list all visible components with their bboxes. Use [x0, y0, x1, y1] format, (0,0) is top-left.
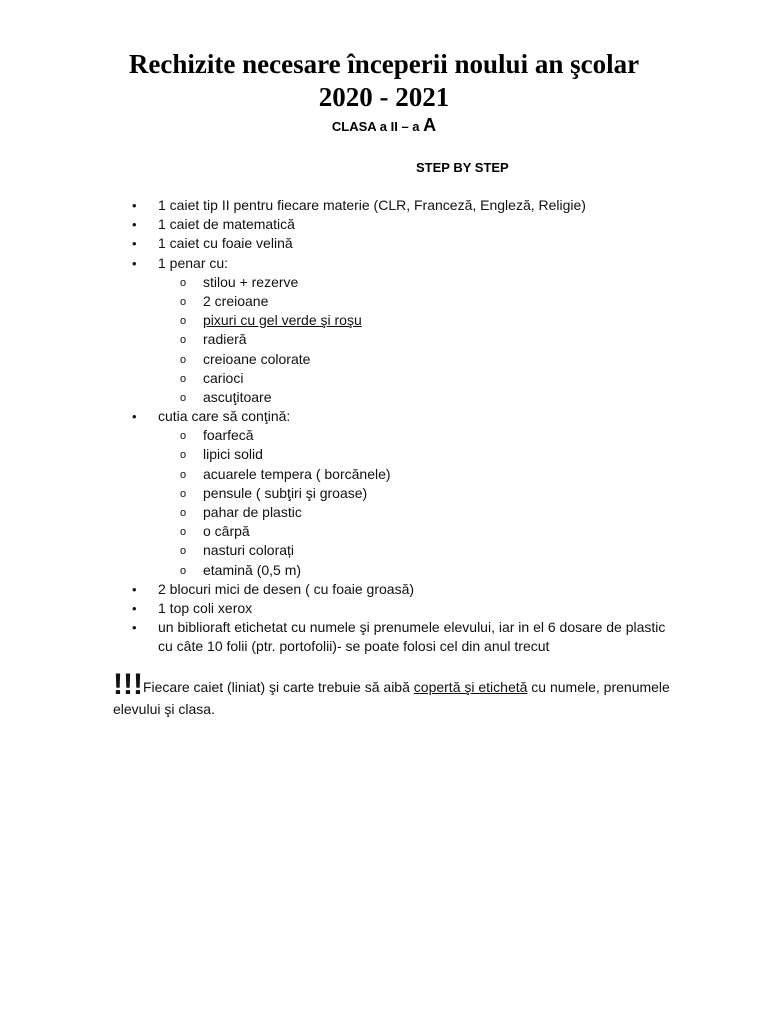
sub-bullet: o	[180, 315, 187, 328]
sub-bullet: o	[180, 526, 187, 539]
supplies-list	[0, 196, 768, 657]
sub-list-item	[0, 445, 768, 464]
list-item	[0, 215, 768, 234]
sub-item-text: radieră	[203, 331, 247, 348]
important-note	[113, 668, 673, 719]
item-text: 1 top coli xerox	[158, 599, 253, 616]
item-text: un biblioraft etichetat cu numele şi prenumele elevului, iar in el 6 dosare de plastic cu câte 10 folii (ptr. portofolii)- se poate folosi cel din anul trecut	[158, 619, 666, 655]
class-label: CLASA a II – a	[331, 119, 424, 134]
sub-item-text: acuarele tempera ( borcănele)	[203, 465, 391, 482]
sub-bullet: o	[180, 372, 187, 385]
note-text-1: Fiecare caiet (liniat) şi carte trebuie să aibă	[142, 679, 414, 695]
class-letter: A	[423, 115, 437, 135]
sub-item-text: o cârpă	[203, 523, 250, 540]
sub-item-text: 2 creioane	[203, 292, 269, 309]
sub-item-text: carioci	[203, 369, 244, 386]
sub-bullet: o	[180, 487, 187, 500]
page-title: Rechizite necesare începerii noului an şcolar	[128, 49, 640, 79]
sub-item-text: pensule ( subţiri şi groase)	[203, 484, 368, 501]
exclamation-marks: !!!	[113, 668, 143, 701]
sub-list-item	[0, 541, 768, 560]
sub-bullet: o	[180, 334, 187, 347]
sub-bullet: o	[180, 564, 187, 577]
sub-bullet: o	[180, 276, 187, 289]
sub-item-text: nasturi colorați	[203, 542, 295, 559]
sub-item-text: foarfecă	[203, 427, 254, 444]
bullet: •	[132, 409, 137, 425]
sub-list-item	[0, 330, 768, 349]
list-item	[0, 580, 768, 599]
sub-list-item	[0, 292, 768, 311]
sub-bullet: o	[180, 468, 187, 481]
note-text-underlined: copertă şi etichetă	[413, 679, 528, 695]
item-text: cutia care să conţină:	[158, 408, 291, 425]
bullet: •	[132, 620, 137, 636]
sub-item-text: pahar de plastic	[203, 504, 302, 520]
note-text-2: cu numele, prenumele elevului şi clasa.	[113, 679, 670, 717]
sub-item-text: stilou + rezerve	[203, 273, 299, 290]
sub-bullet: o	[180, 449, 187, 462]
sub-bullet: o	[180, 391, 187, 404]
bullet: •	[132, 600, 137, 616]
sub-item-text-underlined: pixuri cu gel verde şi roşu	[203, 312, 362, 329]
sub-bullet: o	[180, 430, 187, 443]
sub-item-text: ascuţitoare	[203, 388, 272, 405]
item-text: 1 caiet de matematică	[158, 216, 295, 233]
item-text: 1 penar cu:	[158, 254, 229, 271]
list-item	[0, 599, 768, 618]
item-text: 2 blocuri mici de desen ( cu foaie groasă)	[158, 580, 415, 597]
item-text: 1 caiet cu foaie velină	[158, 235, 293, 252]
list-item	[0, 254, 768, 273]
school-year: 2020 - 2021	[318, 82, 450, 112]
bullet: •	[132, 198, 137, 213]
sub-list-item	[0, 273, 768, 292]
program-name: STEP BY STEP	[416, 160, 509, 175]
sub-list-item	[0, 503, 768, 522]
sub-item-text: lipici solid	[203, 446, 263, 463]
sub-item-text: creioane colorate	[203, 350, 311, 367]
sub-bullet: o	[180, 545, 187, 558]
sub-list-item	[0, 465, 768, 484]
sub-list-item	[0, 561, 768, 580]
sub-list-item	[0, 311, 768, 330]
sub-list-item	[0, 484, 768, 503]
sub-list-item	[0, 388, 768, 407]
bullet: •	[132, 236, 137, 252]
sub-list-item	[0, 369, 768, 388]
sub-list-item	[0, 350, 768, 369]
sub-list-item	[0, 426, 768, 445]
sub-list-item	[0, 522, 768, 541]
bullet: •	[132, 217, 137, 233]
sub-bullet: o	[180, 353, 187, 366]
bullet: •	[132, 581, 137, 597]
bullet: •	[132, 255, 137, 271]
list-item	[0, 618, 768, 656]
sub-bullet: o	[180, 507, 187, 519]
list-item	[0, 234, 768, 253]
sub-item-text: etamină (0,5 m)	[203, 561, 302, 578]
list-item	[0, 407, 768, 426]
list-item	[0, 196, 768, 215]
item-text: 1 caiet tip II pentru fiecare materie (CLR, Franceză, Engleză, Religie)	[158, 197, 586, 213]
sub-bullet: o	[180, 295, 187, 308]
class-heading	[0, 114, 768, 138]
